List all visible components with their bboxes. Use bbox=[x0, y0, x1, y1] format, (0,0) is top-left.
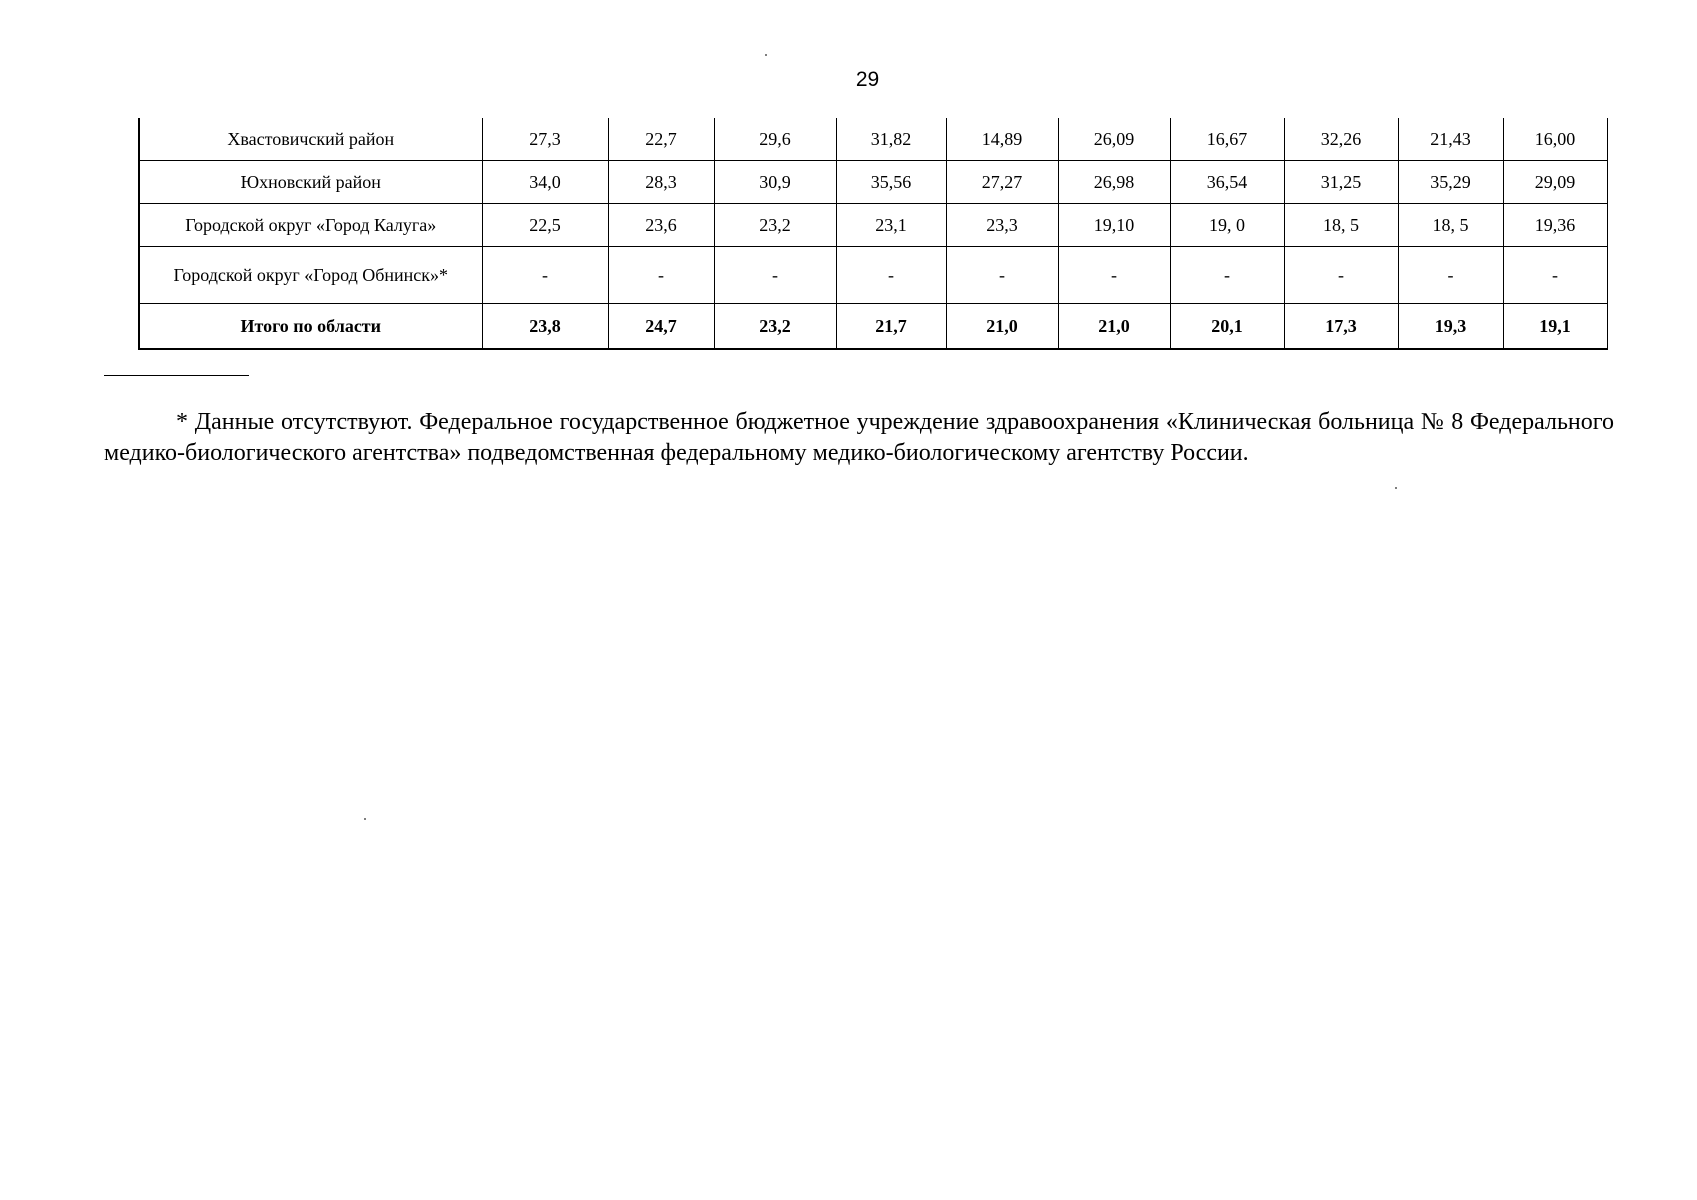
value-cell: 31,82 bbox=[836, 118, 946, 161]
total-row bbox=[139, 304, 1607, 350]
value-cell: 19,36 bbox=[1503, 204, 1607, 247]
value-cell: 36,54 bbox=[1170, 161, 1284, 204]
value-cell: - bbox=[1170, 247, 1284, 304]
table-row bbox=[139, 247, 1607, 304]
value-cell: 29,6 bbox=[714, 118, 836, 161]
value-cell: - bbox=[714, 247, 836, 304]
value-cell: 23,2 bbox=[714, 204, 836, 247]
value-cell: 34,0 bbox=[482, 161, 608, 204]
value-cell: - bbox=[1398, 247, 1503, 304]
value-cell: - bbox=[946, 247, 1058, 304]
value-cell: 14,89 bbox=[946, 118, 1058, 161]
value-cell: - bbox=[608, 247, 714, 304]
region-name-cell: Городской округ «Город Обнинск»* bbox=[139, 247, 482, 304]
value-cell: 28,3 bbox=[608, 161, 714, 204]
total-label-cell: Итого по области bbox=[139, 304, 482, 350]
value-cell: 35,56 bbox=[836, 161, 946, 204]
value-cell: 22,7 bbox=[608, 118, 714, 161]
total-value-cell: 17,3 bbox=[1284, 304, 1398, 350]
value-cell: 23,1 bbox=[836, 204, 946, 247]
footnote-separator bbox=[104, 375, 249, 376]
scan-speck bbox=[1395, 487, 1397, 489]
region-name-cell: Городской округ «Город Калуга» bbox=[139, 204, 482, 247]
value-cell: 27,27 bbox=[946, 161, 1058, 204]
total-value-cell: 24,7 bbox=[608, 304, 714, 350]
region-name-cell: Юхновский район bbox=[139, 161, 482, 204]
region-name-cell: Хвастовичский район bbox=[139, 118, 482, 161]
table-row bbox=[139, 161, 1607, 204]
page-number: 29 bbox=[855, 68, 880, 91]
value-cell: - bbox=[482, 247, 608, 304]
value-cell: - bbox=[1503, 247, 1607, 304]
value-cell: 18, 5 bbox=[1284, 204, 1398, 247]
scan-speck bbox=[364, 818, 366, 820]
value-cell: 23,6 bbox=[608, 204, 714, 247]
value-cell: 31,25 bbox=[1284, 161, 1398, 204]
value-cell: 26,98 bbox=[1058, 161, 1170, 204]
value-cell: 21,43 bbox=[1398, 118, 1503, 161]
value-cell: - bbox=[1284, 247, 1398, 304]
value-cell: 16,00 bbox=[1503, 118, 1607, 161]
statistics-table bbox=[138, 118, 1608, 350]
value-cell: 35,29 bbox=[1398, 161, 1503, 204]
total-value-cell: 21,0 bbox=[1058, 304, 1170, 350]
value-cell: - bbox=[836, 247, 946, 304]
value-cell: 18, 5 bbox=[1398, 204, 1503, 247]
total-value-cell: 19,1 bbox=[1503, 304, 1607, 350]
total-value-cell: 20,1 bbox=[1170, 304, 1284, 350]
table-row bbox=[139, 204, 1607, 247]
value-cell: 29,09 bbox=[1503, 161, 1607, 204]
value-cell: 32,26 bbox=[1284, 118, 1398, 161]
value-cell: 27,3 bbox=[482, 118, 608, 161]
total-value-cell: 23,2 bbox=[714, 304, 836, 350]
value-cell: 19,10 bbox=[1058, 204, 1170, 247]
total-value-cell: 21,0 bbox=[946, 304, 1058, 350]
value-cell: 26,09 bbox=[1058, 118, 1170, 161]
value-cell: 23,3 bbox=[946, 204, 1058, 247]
value-cell: 16,67 bbox=[1170, 118, 1284, 161]
total-value-cell: 19,3 bbox=[1398, 304, 1503, 350]
total-value-cell: 21,7 bbox=[836, 304, 946, 350]
total-value-cell: 23,8 bbox=[482, 304, 608, 350]
value-cell: - bbox=[1058, 247, 1170, 304]
table-row bbox=[139, 118, 1607, 161]
value-cell: 22,5 bbox=[482, 204, 608, 247]
scan-speck bbox=[765, 54, 767, 56]
value-cell: 30,9 bbox=[714, 161, 836, 204]
value-cell: 19, 0 bbox=[1170, 204, 1284, 247]
footnote-text: * Данные отсутствуют. Федеральное государственное бюджетное учреждение здравоохранения «Клиническая больница № 8 Федерального медико-биологического агентства» подведомственная федеральному медико-биологическому агентству России. bbox=[104, 409, 1614, 466]
